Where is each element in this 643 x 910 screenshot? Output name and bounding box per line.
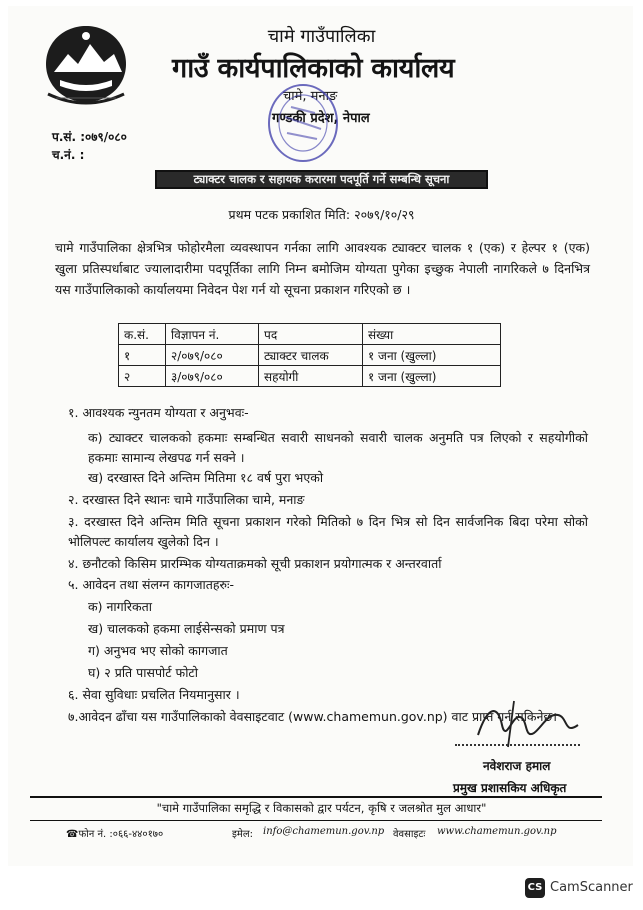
item-7: ७.आवेदन ढाँचा यस गाउँपालिकाको वेवसाइटवाट (www.chamemun.gov.np) वाट प्राप्त गर्न सकिनेछ। [68, 709, 557, 724]
header-title: गाउँ कार्यपालिकाको कार्यालय [172, 53, 455, 84]
table-row [119, 366, 501, 387]
item-5c: ग) अनुभव भए सोको कागजात [88, 643, 228, 658]
footer-website-label: वेवसाइटः [393, 829, 426, 840]
footer-email-label: इमेल: [232, 829, 254, 840]
footer-website [437, 826, 557, 837]
camscanner-logo-icon: CS [525, 878, 545, 898]
footer-phone: ☎फोन नं. :०६६-४४०१७० [66, 829, 164, 840]
footer-rule [30, 796, 602, 798]
table-cell: सहयोगी [259, 366, 363, 387]
header-subtitle: चामे गाउँपालिका [267, 26, 376, 47]
item-1: १. आवश्यक न्युनतम योग्यता र अनुभवः- [68, 405, 249, 420]
table-header: विज्ञापन नं. [166, 324, 259, 345]
table-header: संख्या [363, 324, 501, 345]
signature-line [455, 744, 580, 746]
item-2: २. दरखास्त दिने स्थानः चामे गाउँपालिका चामे, मनाङ [68, 492, 305, 507]
notice-body: चामे गाउँपालिका क्षेत्रभित्र फोहोरमैला व्यवस्थापन गर्नका लागि आवश्यक ट्याक्टर चालक १ (एक) र हेल्पर १ (एक) खुला प्रतिस्पर्धाबाट ज्यालादारीमा पदपूर्तिका लागि निम्न बमोजिम योग्यता पुगेका इच्छुक नेपाली नागरिकले ७ दिनभित्र यस गाउँपालिकाको कार्यालयमा निवेदन पेश गर्न यो सूचना प्रकाशन गरिएको छ । [55, 240, 590, 297]
signatory-name: नवेशराज हमाल [483, 759, 551, 773]
signatory-designation: प्रमुख प्रशासकिय अधिकृत [453, 781, 567, 795]
footer-website-value: www.chamemun.gov.np [437, 826, 557, 837]
item-3: ३. दरखास्त दिने अन्तिम मिति सूचना प्रकाशन गरेको मितिको ७ दिन भित्र सो दिन सार्वजनिक बिदा परेमा सोको भोलिपल्ट कार्यालय खुलेको दिन । [68, 514, 588, 549]
item-4: ४. छनौटको किसिम प्रारम्भिक योग्यताक्रमको सूची प्रकाशन प्रयोगात्मक र अन्तरवार्ता [68, 556, 442, 571]
table-cell: ट्याक्टर चालक [259, 345, 363, 366]
item-1a: क) ट्याक्टर चालकको हकमाः सम्बन्धित सवारी साधनको सवारी चालक अनुमति पत्र लिएको र सहयोगीको हकमाः सामान्य लेखपढ गर्न सक्ने । [88, 430, 588, 465]
header-address-line2: गण्डकी प्रदेश, नेपाल [272, 111, 370, 126]
footer-email-value: info@chamemun.gov.np [263, 826, 385, 837]
table-cell: १ [119, 345, 166, 366]
reference-ps: प.सं. :०७९/०८० [52, 130, 127, 144]
reference-cn: च.नं. : [52, 148, 85, 162]
notice-title: ट्याक्टर चालक र सहायक करारमा पदपूर्ति गर्ने सम्बन्धि सूचना [155, 170, 488, 189]
table-header: क.सं. [119, 324, 166, 345]
handwritten-signature [468, 695, 588, 755]
table-cell: २ [119, 366, 166, 387]
item-5: ५. आवेदन तथा संलग्न कागजातहरुः- [68, 577, 235, 592]
footer-rule-thin [30, 820, 602, 821]
vacancy-table [118, 323, 501, 387]
table-cell: ३/०७९/०८० [166, 366, 259, 387]
office-stamp [255, 77, 351, 167]
published-date: प्रथम पटक प्रकाशित मिति: २०७९/१०/२९ [228, 207, 415, 222]
table-row [119, 345, 501, 366]
item-1b: ख) दरखास्त दिने अन्तिम मितिमा १८ वर्ष पुरा भएको [88, 470, 324, 485]
item-6: ६. सेवा सुविधाः प्रचलित नियमानुसार । [68, 687, 240, 702]
item-5d: घ) २ प्रति पासपोर्ट फोटो [88, 665, 198, 680]
table-cell: १ जना (खुल्ला) [363, 345, 501, 366]
footer-email [263, 826, 384, 837]
header-address-line1: चामे, मनाङ [283, 89, 338, 104]
item-5a: क) नागरिकता [88, 599, 152, 614]
footer-motto: "चामे गाउँपालिका समृद्धि र विकासको द्वार पर्यटन, कृषि र जलश्रोत मुल आधार" [156, 801, 487, 815]
item-5b: ख) चालकको हकमा लाईसेन्सको प्रमाण पत्र [88, 621, 285, 636]
table-cell: २/०७९/०८० [166, 345, 259, 366]
table-cell: १ जना (खुल्ला) [363, 366, 501, 387]
camscanner-label: CamScanner [550, 880, 633, 895]
table-header: पद [259, 324, 363, 345]
table-header-row [119, 324, 501, 345]
